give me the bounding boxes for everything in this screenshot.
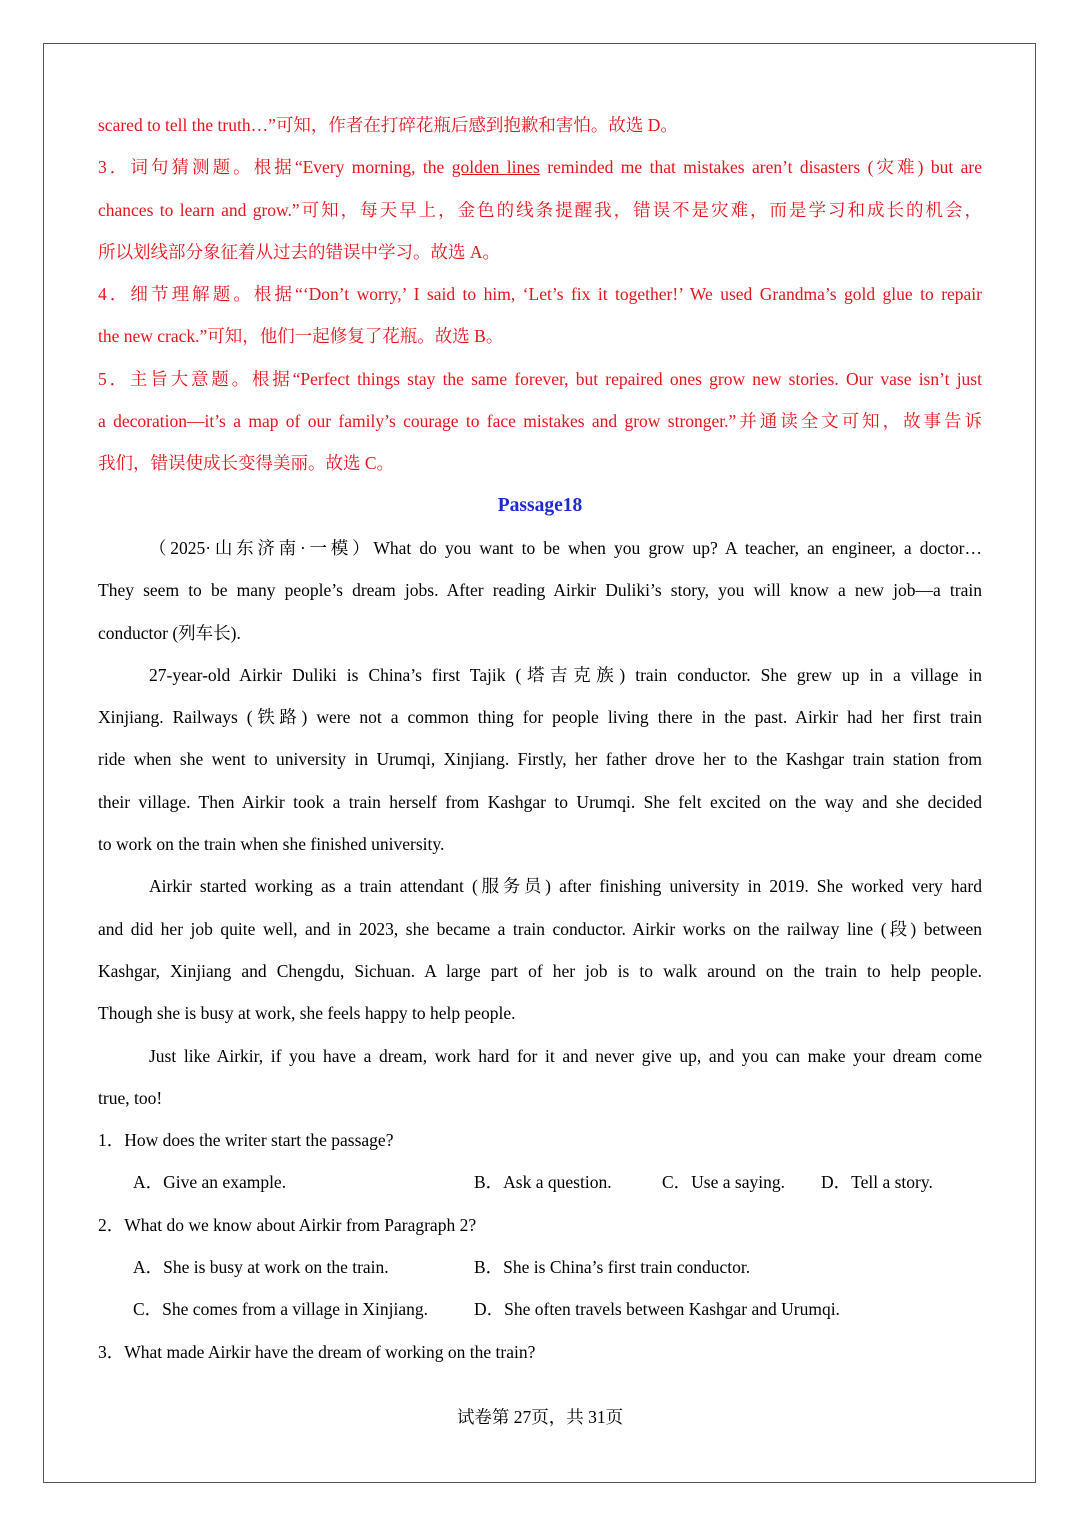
paragraph-3-line-3: Kashgar, Xinjiang and Chengdu, Sichuan. A large part of her job is to walk around on the train to help people.: [98, 960, 982, 981]
page-footer: 试卷第 27页，共 31页: [456, 1407, 624, 1427]
question-1-options: [98, 1161, 982, 1203]
paragraph-2-line-5: to work on the train when she finished university.: [98, 834, 445, 855]
question-2-option-c: C．She comes from a village in Xinjiang.: [133, 1299, 429, 1320]
question-1-option-d: D．Tell a story.: [821, 1172, 933, 1193]
paragraph-1-line-1: （2025·山东济南·一模）What do you want to be when you grow up? A teacher, an engineer, a doctor…: [149, 537, 982, 558]
question-3-stem: 3．What made Airkir have the dream of working on the train?: [98, 1341, 536, 1362]
question-1-option-c: C．Use a saying.: [662, 1172, 785, 1193]
answer-continuation: scared to tell the truth…”可知，作者在打碎花瓶后感到抱歉和害怕。故选 D。: [98, 115, 678, 135]
answer-3-line-3: 所以划线部分象征着从过去的错误中学习。故选 A。: [98, 241, 501, 262]
underlined-phrase: golden lines: [451, 157, 540, 178]
question-2-option-b: B．She is China’s first train conductor.: [474, 1257, 751, 1278]
paragraph-2-line-2: Xinjiang. Railways (铁路) were not a common thing for people living there in the past. Airkir had her first train: [98, 707, 982, 728]
page-content: [98, 104, 982, 1373]
paragraph-3-line-1: Airkir started working as a train attendant (服务员) after finishing university in 2019. She worked very hard: [149, 876, 982, 897]
paragraph-1-line-3: conductor (列车长).: [98, 622, 241, 643]
answer-3-line-2: chances to learn and grow.”可知，每天早上，金色的线条提醒我，错误不是灾难，而是学习和成长的机会，: [98, 199, 982, 220]
answer-4-line-2: the new crack.”可知，他们一起修复了花瓶。故选 B。: [98, 326, 504, 347]
question-2-option-d: D．She often travels between Kashgar and Urumqi.: [474, 1299, 840, 1320]
paragraph-2-line-4: their village. Then Airkir took a train herself from Kashgar to Urumqi. She felt excited on the way and she decided: [98, 791, 982, 812]
paragraph-3-line-2: and did her job quite well, and in 2023, she became a train conductor. Airkir works on the railway line (段) between: [98, 918, 982, 939]
question-1-stem: 1．How does the writer start the passage?: [98, 1130, 394, 1151]
paragraph-1-line-2: They seem to be many people’s dream jobs. After reading Airkir Duliki’s story, you will know a new job—a train: [98, 580, 982, 601]
answer-4-line-1: 4．细节理解题。根据“‘Don’t worry,’ I said to him, ‘Let’s fix it together!’ We used Grandma’s gold glue to repair: [98, 284, 982, 305]
paragraph-3-line-4: Though she is busy at work, she feels happy to help people.: [98, 1003, 516, 1024]
question-1-option-b: B．Ask a question.: [474, 1172, 612, 1193]
question-2-stem: 2．What do we know about Airkir from Paragraph 2?: [98, 1214, 477, 1235]
paragraph-4-line-2: true, too!: [98, 1087, 163, 1108]
question-2-options-row-2: [98, 1288, 982, 1330]
answer-5-line-3: 我们，错误使成长变得美丽。故选 C。: [98, 453, 395, 474]
paragraph-2-line-1: 27-year-old Airkir Duliki is China’s first Tajik (塔吉克族) train conductor. She grew up in a village in: [149, 664, 982, 685]
paragraph-2-line-3: ride when she went to university in Urumqi, Xinjiang. Firstly, her father drove her to the Kashgar train station from: [98, 749, 982, 770]
paragraph-4-line-1: Just like Airkir, if you have a dream, work hard for it and never give up, and you can make your dream come: [149, 1045, 982, 1066]
answer-3-line-1: 3．词句猜测题。根据“Every morning, the golden lines reminded me that mistakes aren’t disasters (灾难) but are: [98, 157, 983, 178]
answer-5-line-2: a decoration—it’s a map of our family’s courage to face mistakes and grow stronger.”并通读全文可知，故事告诉: [98, 411, 982, 432]
answer-5-line-1: 5．主旨大意题。根据“Perfect things stay the same forever, but repaired ones grow new stories. Our vase isn’t just: [98, 368, 982, 389]
passage-title: Passage18: [497, 494, 583, 516]
question-2-option-a: A．She is busy at work on the train.: [133, 1257, 389, 1278]
question-1-option-a: A．Give an example.: [133, 1172, 287, 1193]
question-2-options-row-1: [98, 1246, 982, 1288]
